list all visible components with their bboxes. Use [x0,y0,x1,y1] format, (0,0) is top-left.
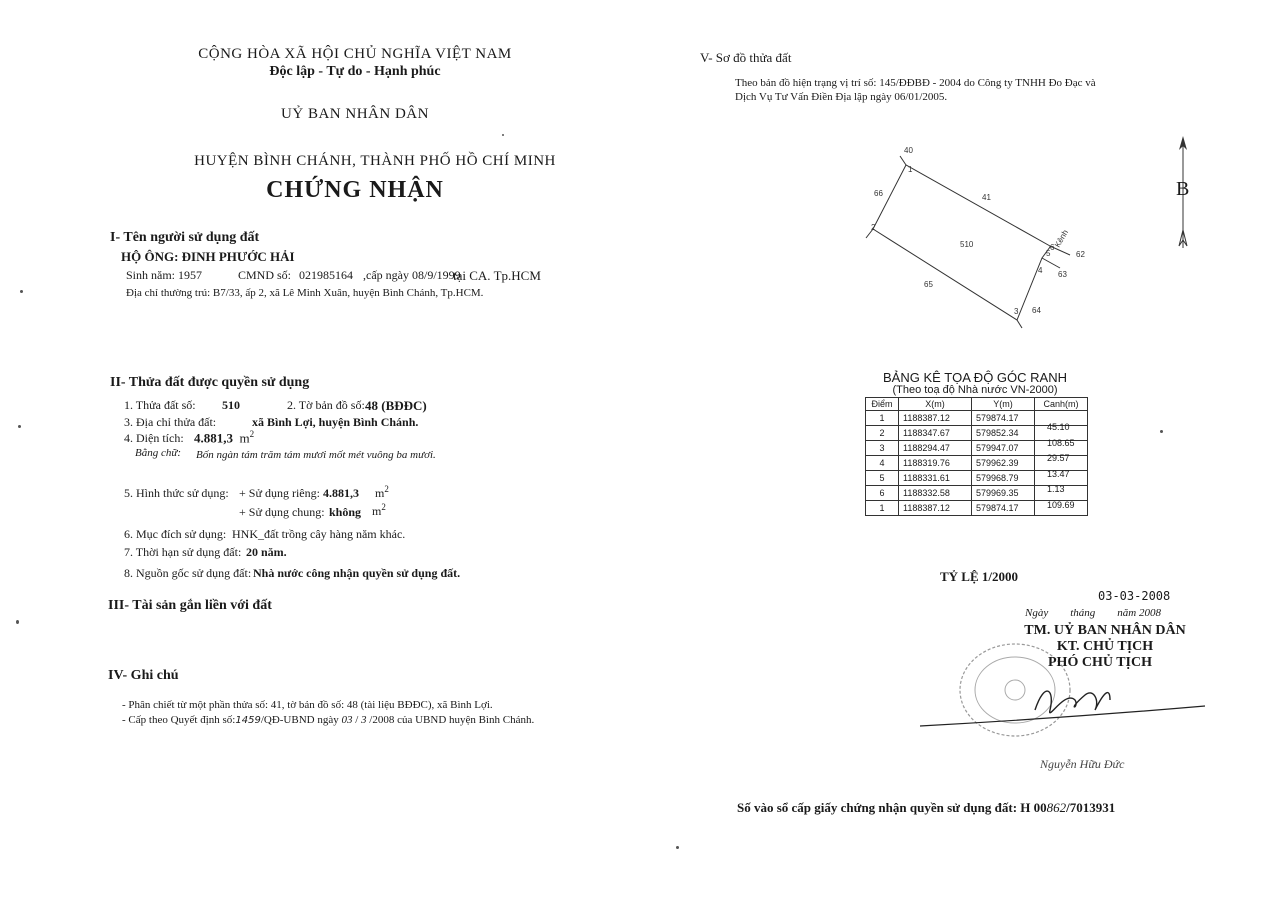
point-4: 4 [1038,266,1043,275]
section-3-heading: III- Tài sản gắn liền với đất [108,598,272,613]
common-use-label: + Sử dụng chung: [239,505,325,519]
registry-suffix: /7013931 [1066,800,1116,815]
common-unit-m: m [372,504,382,518]
purpose-value: HNK_đất trồng cây hàng năm khác. [232,527,406,541]
point-id: 2 [866,426,899,441]
point-5: 5 [1046,249,1051,258]
point-id: 3 [866,441,899,456]
area-unit: m [239,430,250,446]
canal-label: Kênh [1052,228,1071,249]
area-words-label: Bằng chữ: [135,447,182,459]
id-number: 021985164 [299,268,353,282]
scan-speck [502,134,504,136]
registry-prefix: H 00 [1020,800,1047,815]
x-coord: 1188294.47 [899,441,972,456]
y-coord: 579969.35 [972,486,1035,501]
parcel-label-510: 510 [960,240,974,249]
neighbor-40: 40 [904,146,913,155]
parcel-number: 510 [222,398,240,412]
common-use-value: không [329,505,362,519]
y-coord: 579968.79 [972,471,1035,486]
point-1: 1 [908,165,913,174]
col-x: X(m) [899,398,972,411]
y-coord: 579874.17 [972,411,1035,426]
term-label: 7. Thời hạn sử dụng đất: [124,545,242,559]
district-name: HUYỆN BÌNH CHÁNH, THÀNH PHỐ HỒ CHÍ MINH [194,153,556,169]
neighbor-62: 62 [1076,250,1085,259]
note-2-prefix: - Cấp theo Quyết định số: [122,714,236,726]
signature-line-3: PHÓ CHỦ TỊCH [1048,655,1152,670]
note-2-month: 3 [361,714,367,726]
map-source-line-2: Dịch Vụ Tư Vấn Điền Địa lập ngày 06/01/2005. [735,91,948,103]
edge-length: 108.65 [1047,437,1075,448]
note-2-decision-no: 1459 [235,715,261,726]
authority-name: UỶ BAN NHÂN DÂN [281,106,429,122]
point-id: 1 [866,501,899,516]
private-use-unit [375,484,389,501]
edge-length: 13.47 [1047,468,1070,479]
map-sheet-number: 48 (BĐĐC) [365,398,427,413]
scan-speck [20,290,23,293]
y-coord: 579852.34 [972,426,1035,441]
col-y: Y(m) [972,398,1035,411]
private-unit-m: m [375,486,385,500]
scale-label: TỶ LỆ 1/2000 [940,569,1019,584]
registry-line [737,800,1115,816]
x-coord: 1188387.12 [899,501,972,516]
x-coord: 1188347.67 [899,426,972,441]
date-stamp: 03-03-2008 [1098,589,1171,603]
note-1: - Phân chiết từ một phần thửa số: 41, tờ bản đồ số: 48 (tài liệu BĐĐC), xã Bình Lợi. [122,699,493,711]
section-5-heading: V- Sơ đồ thửa đất [700,50,792,65]
parcel-label: 1. Thửa đất số: [124,398,196,412]
boundary-extension [900,156,906,165]
coord-table-subtitle: (Theo toạ độ Nhà nước VN-2000) [892,384,1058,396]
y-coord: 579962.39 [972,456,1035,471]
north-label: B [1176,178,1190,200]
y-coord: 579947.07 [972,441,1035,456]
registry-handwritten: 862 [1046,800,1067,815]
birth-year: Sinh năm: 1957 [126,268,203,282]
boundary-extension [1017,320,1022,328]
private-use-label: + Sử dụng riêng: [239,486,320,500]
area-value: 4.881,3 [194,430,233,446]
point-2: 2 [871,223,876,232]
id-label: CMND số: [238,268,292,282]
scan-speck [16,620,19,624]
edge-length: 1.13 [1047,484,1065,494]
col-point: Điểm [866,398,899,411]
parcel-address-label: 3. Địa chỉ thửa đất: [124,415,217,429]
neighbor-41: 41 [982,193,991,202]
private-use-value: 4.881,3 [323,486,359,500]
area-words: Bốn ngàn tám trăm tám mươi mốt mét vuông ba mươi. [196,449,436,461]
point-id: 4 [866,456,899,471]
scan-speck [676,846,679,849]
parcel-diagram [860,130,1100,330]
id-issued-date: ,cấp ngày 08/9/1999 [363,268,461,282]
note-2-suffix: /2008 của UBND huyện Bình Chánh. [369,714,535,726]
scan-speck [18,425,21,428]
national-motto: Độc lập - Tự do - Hạnh phúc [269,64,441,79]
area-label: 4. Diện tích: [124,431,184,445]
point-3: 3 [1014,307,1019,316]
edge-length: 109.69 [1047,499,1075,510]
neighbor-63: 63 [1058,270,1067,279]
note-2-mid: /QĐ-UBND ngày [260,714,339,726]
section-4-heading: IV- Ghi chú [108,668,179,683]
registry-label: Số vào sổ cấp giấy chứng nhận quyền sử dụng đất: [737,800,1018,815]
neighbor-66: 66 [874,189,883,198]
private-unit-sup: 2 [384,484,389,494]
permanent-address: Địa chỉ thường trú: B7/33, ấp 2, xã Lê Minh Xuân, huyện Bình Chánh, Tp.HCM. [126,287,484,299]
origin-label: 8. Nguồn gốc sử dụng đất: [124,566,252,580]
section-1-heading: I- Tên người sử dụng đất [110,230,260,245]
point-id: 5 [866,471,899,486]
x-coord: 1188387.12 [899,411,972,426]
area-unit-sup: 2 [249,429,255,439]
map-sheet-label: 2. Tờ bản đồ số: [287,398,365,412]
x-coord: 1188331.61 [899,471,972,486]
y-coord: 579874.17 [972,501,1035,516]
common-unit-sup: 2 [381,502,386,512]
map-source-line-1: Theo bản đồ hiện trạng vị trí số: 145/ĐĐBĐ - 2004 do Công ty TNHH Đo Đạc và [735,77,1096,89]
edge-length: 45.10 [1047,422,1070,432]
point-6: 6 [1050,243,1055,252]
owner-name: HỘ ÔNG: ĐINH PHƯỚC HẢI [121,249,295,264]
signature-line-2: KT. CHỦ TỊCH [1056,639,1154,654]
signature-line-1: TM. UỶ BAN NHÂN DÂN [1024,623,1186,638]
common-use-unit [372,502,386,519]
boundary-extension [1042,258,1060,268]
x-coord: 1188319.76 [899,456,972,471]
scan-speck [1160,430,1163,433]
col-edge: Canh(m) [1035,398,1088,411]
x-coord: 1188332.58 [899,486,972,501]
edge-length: 29.57 [1047,453,1070,463]
point-id: 1 [866,411,899,426]
document-title: CHỨNG NHẬN [266,177,444,203]
purpose-label: 6. Mục đích sử dụng: [124,527,227,541]
term-value: 20 năm. [246,545,287,559]
id-issued-place: tại CA. Tp.HCM [453,268,541,283]
coord-table-title: BẢNG KÊ TỌA ĐỘ GÓC RANH [883,370,1067,385]
parcel-address: xã Bình Lợi, huyện Bình Chánh. [252,415,419,429]
usage-form-label: 5. Hình thức sử dụng: [124,486,229,500]
coord-table-header [866,398,1088,411]
signer-name: Nguyễn Hữu Đức [1040,757,1125,771]
handwritten-signature [915,670,1215,740]
point-id: 6 [866,486,899,501]
country-name: CỘNG HÒA XÃ HỘI CHỦ NGHĨA VIỆT NAM [198,46,512,62]
area-value-group [194,429,254,446]
note-2-day: 03 [341,714,353,726]
date-line: Ngày tháng năm 2008 [1025,607,1161,619]
note-2: - Cấp theo Quyết định số:1459/QĐ-UBND ngày 03 / 3 /2008 của UBND huyện Bình Chánh. [122,714,535,726]
section-2-heading: II- Thửa đất được quyền sử dụng [110,375,310,390]
neighbor-65: 65 [924,280,933,289]
neighbor-64: 64 [1032,306,1041,315]
origin-value: Nhà nước công nhận quyền sử dụng đất. [253,566,461,580]
